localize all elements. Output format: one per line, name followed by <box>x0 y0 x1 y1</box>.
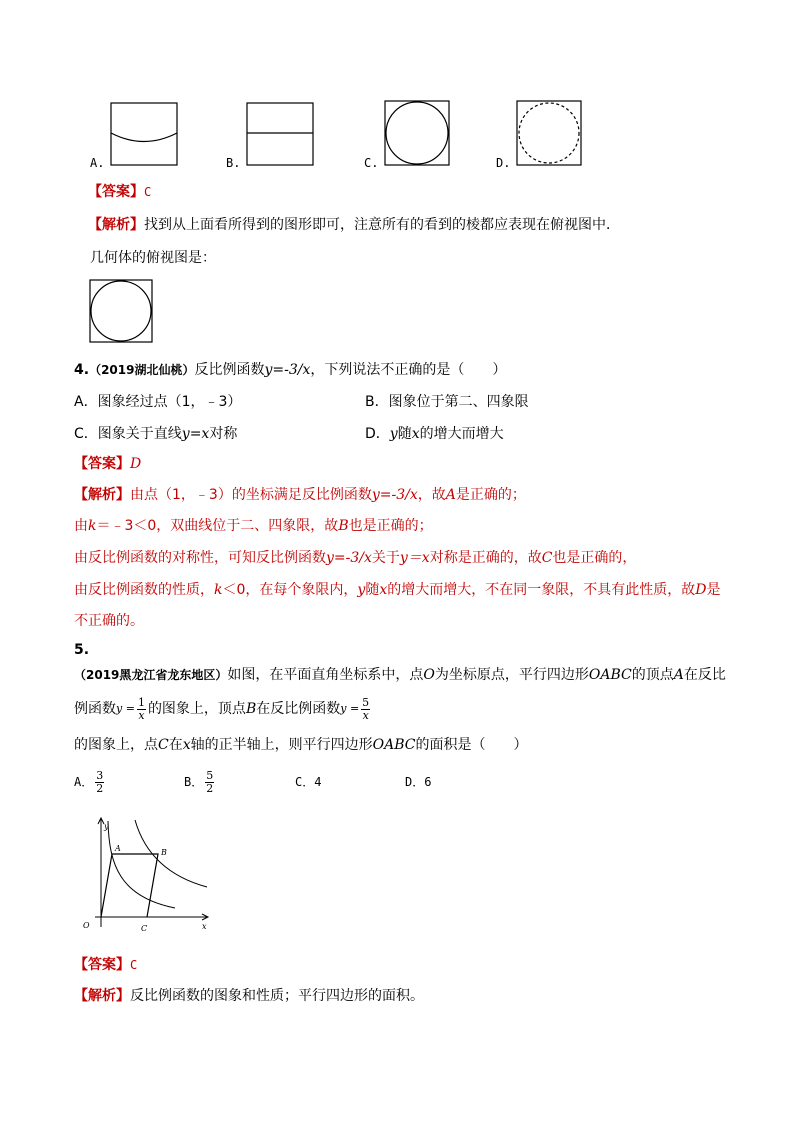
fraction-numerator: 1 <box>137 695 145 709</box>
option-label: A． <box>74 775 94 789</box>
analysis-text: 反比例函数的图象和性质；平行四边形的面积。 <box>130 988 424 1004</box>
topview-figure <box>89 279 153 343</box>
fraction-1-over-x <box>137 697 146 722</box>
q4-option-c <box>74 424 237 444</box>
q5-stem-line-2 <box>74 694 372 724</box>
analysis-text: ＝﹣3＜0，双曲线位于二、四象限，故 <box>96 518 339 534</box>
analysis-text: 由反比例函数的性质， <box>74 582 214 598</box>
analysis-text: 也是正确的； <box>348 518 433 534</box>
q4-analysis-line-2 <box>74 516 433 536</box>
stem-text: 反比例函数 <box>194 362 265 378</box>
analysis-var: k <box>214 582 223 598</box>
option-label: D． <box>365 426 390 442</box>
fraction-denominator: x <box>138 708 145 722</box>
label-A: A <box>115 844 121 853</box>
label-x: x <box>202 922 207 931</box>
var-x: x <box>411 426 420 442</box>
question-source: （2019黑龙江省龙东地区） <box>74 668 228 682</box>
answer-value: D <box>130 456 142 472</box>
stem-text: 如图，在平面直角坐标系中，点 <box>227 667 424 683</box>
q5-analysis-line <box>74 986 424 1006</box>
q4-analysis-line-4 <box>74 580 720 600</box>
option-b-fraction <box>205 770 214 795</box>
label-y: y <box>104 822 109 831</box>
answer-tag: 【答案】 <box>74 456 130 472</box>
analysis-text: ，故 <box>417 487 446 503</box>
answer-tag: 【答案】 <box>74 957 130 973</box>
answer-value: C <box>130 958 138 972</box>
q5-option-a <box>74 766 106 798</box>
analysis-text: 由点（1，﹣3）的坐标满足反比例函数 <box>130 487 372 503</box>
stem-text: 为坐标原点，平行四边形 <box>434 667 589 683</box>
stem-text-end: ，下列说法不正确的是（ ） <box>310 362 507 378</box>
q3-analysis-line <box>88 215 620 235</box>
analysis-text: 由 <box>74 518 88 534</box>
analysis-text: 对称是正确的，故 <box>429 550 542 566</box>
option-b-figure <box>246 102 314 166</box>
stem-var: x <box>182 737 191 753</box>
q5-stem-line-1 <box>74 665 726 685</box>
option-c-figure <box>384 100 450 166</box>
q4-analysis-line-3 <box>74 548 636 568</box>
analysis-formula: y=-3/x <box>371 487 418 503</box>
fraction-numerator: 5 <box>362 695 370 709</box>
option-text: C．图象关于直线 <box>74 426 182 442</box>
q4-option-a: A．图象经过点（1，﹣3） <box>74 394 242 410</box>
analysis-var: C <box>541 550 553 566</box>
fraction-numerator: 5 <box>206 768 214 782</box>
analysis-var: k <box>88 518 97 534</box>
q3-answer-line <box>88 182 151 202</box>
stem-var: B <box>245 701 257 717</box>
option-text-end: 对称 <box>209 426 238 442</box>
analysis-tag: 【解析】 <box>74 487 130 503</box>
analysis-text: 关于 <box>371 550 400 566</box>
analysis-text: 的增大而增大，不在同一象限，不具有此性质，故 <box>387 582 696 598</box>
parallelogram <box>101 854 158 917</box>
stem-text: 轴的正半轴上，则平行四边形 <box>190 737 373 753</box>
analysis-text: 找到从上面看所得到的图形即可，注意所有的看到的棱都应表现在俯视图中． <box>144 217 620 233</box>
label-B: B <box>161 848 167 857</box>
fraction-denominator: 2 <box>206 781 214 795</box>
option-d-label: D. <box>496 156 511 170</box>
topview-caption: 几何体的俯视图是： <box>90 250 216 266</box>
analysis-text: 是正确的； <box>455 487 526 503</box>
stem-text: 在 <box>168 737 183 753</box>
analysis-var: D <box>695 582 707 598</box>
formula-lhs: y = <box>116 702 135 715</box>
fraction-denominator: 2 <box>96 781 104 795</box>
q4-analysis-line-5: 不正确的。 <box>74 613 144 629</box>
analysis-formula: y＝x <box>399 550 430 566</box>
q4-option-b: B．图象位于第二、四象限 <box>365 394 529 410</box>
stem-var: OABC <box>372 737 416 753</box>
analysis-tag: 【解析】 <box>88 217 144 233</box>
stem-text: 的面积是（ ） <box>415 737 528 753</box>
q5-option-c: C．4 <box>295 775 322 789</box>
analysis-var: x <box>379 582 388 598</box>
curve-1-over-x <box>108 821 175 908</box>
analysis-text: 是 <box>706 582 721 598</box>
analysis-formula: y=-3/x <box>326 550 372 566</box>
stem-text: 的图象上，点 <box>74 737 158 753</box>
q4-stem <box>74 360 506 380</box>
option-text-end: 的增大而增大 <box>419 426 504 442</box>
formula-lhs: y = <box>340 702 360 715</box>
option-formula: y=x <box>181 426 210 442</box>
fraction-denominator: x <box>362 708 369 722</box>
stem-text: 的顶点 <box>631 667 674 683</box>
analysis-var: A <box>445 487 456 503</box>
analysis-var: y <box>357 582 366 598</box>
label-C: C <box>141 924 148 933</box>
option-label: B． <box>184 775 204 789</box>
analysis-tag: 【解析】 <box>74 988 130 1004</box>
stem-text: 在反比 <box>683 667 726 683</box>
option-b-label: B. <box>226 156 241 170</box>
q4-answer-line <box>74 454 141 474</box>
stem-formula: y=-3/x <box>264 362 311 378</box>
fraction-numerator: 3 <box>96 768 104 782</box>
analysis-text: ＜0，在每个象限内， <box>222 582 358 598</box>
option-a-label: A. <box>90 156 105 170</box>
stem-var: O <box>423 667 435 683</box>
stem-text: 的图象上，顶点 <box>147 701 246 717</box>
question-source: （2019湖北仙桃） <box>89 363 195 377</box>
option-a-figure <box>110 102 178 166</box>
q5-option-d: D．6 <box>405 775 432 789</box>
q5-number: 5. <box>74 642 90 658</box>
option-d-figure <box>516 100 582 166</box>
question-number: 4. <box>74 362 90 378</box>
var-y: y <box>389 426 398 442</box>
analysis-text: 也是正确的， <box>552 550 637 566</box>
q5-stem-line-3 <box>74 735 527 755</box>
stem-var: C <box>158 737 169 753</box>
q5-answer-line <box>74 955 137 975</box>
stem-var: OABC <box>588 667 632 683</box>
label-O: O <box>83 921 90 930</box>
analysis-var: B <box>338 518 349 534</box>
answer-value: C <box>144 185 152 199</box>
option-text: 随 <box>397 426 412 442</box>
stem-text: 在反比例函数 <box>256 701 341 717</box>
analysis-text: 由反比例函数的对称性，可知反比例函数 <box>74 550 326 566</box>
q5-option-b <box>184 766 216 798</box>
fraction-5-over-x <box>361 697 370 722</box>
stem-var: A <box>673 667 684 683</box>
answer-tag: 【答案】 <box>88 184 144 200</box>
analysis-text: 随 <box>365 582 380 598</box>
q4-analysis-line-1 <box>74 485 526 505</box>
q4-option-d <box>365 424 504 444</box>
option-c-label: C. <box>364 156 379 170</box>
option-a-fraction <box>95 770 104 795</box>
parallelogram-graph <box>75 815 215 935</box>
stem-text: 例函数 <box>74 701 116 717</box>
